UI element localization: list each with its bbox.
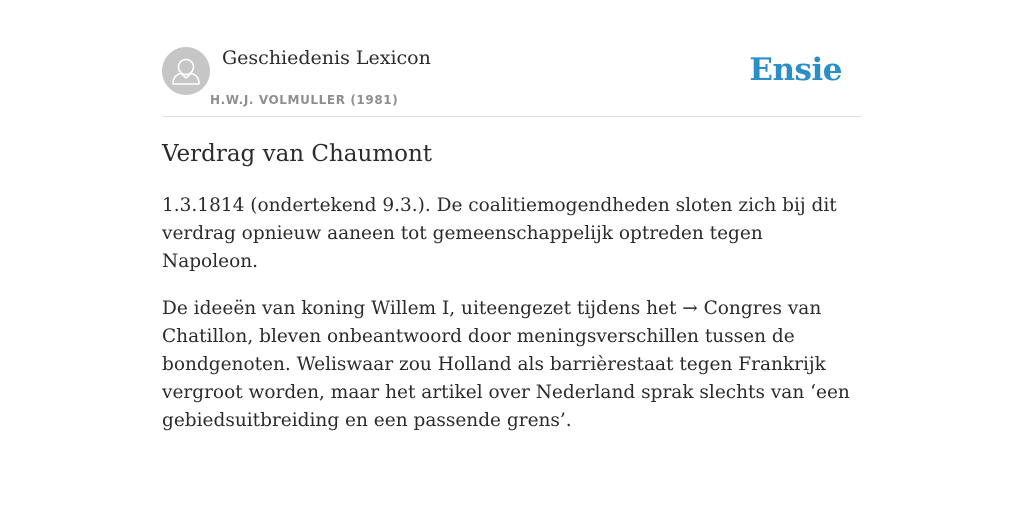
source-header [162, 46, 862, 117]
user-silhouette-icon [162, 47, 210, 95]
source-title-link[interactable]: Geschiedenis Lexicon [222, 47, 431, 69]
article-paragraph: De ideeën van koning Willem I, uiteengezet tijdens het → Congres van Chatillon, bleven onbeantwoord door meningsverschillen tussen de bondgenoten. Weliswaar zou Holland als barrièrestaat tegen Frankrijk vergroot worden, maar het artikel over Nederland sprak slechts van ‘een gebiedsuitbreiding en een passende grens’. [162, 298, 850, 431]
source-author: H.W.J. VOLMULLER (1981) [210, 93, 399, 107]
article-paragraph: 1.3.1814 (ondertekend 9.3.). De coalitiemogendheden sloten zich bij dit verdrag opnieuw aaneen tot gemeenschappelijk optreden tegen Napoleon. [162, 195, 837, 272]
article-content [162, 138, 862, 435]
ensie-logo[interactable]: Ensie [749, 52, 842, 88]
author-avatar[interactable] [162, 47, 210, 95]
article-title: Verdrag van Chaumont [162, 141, 433, 167]
